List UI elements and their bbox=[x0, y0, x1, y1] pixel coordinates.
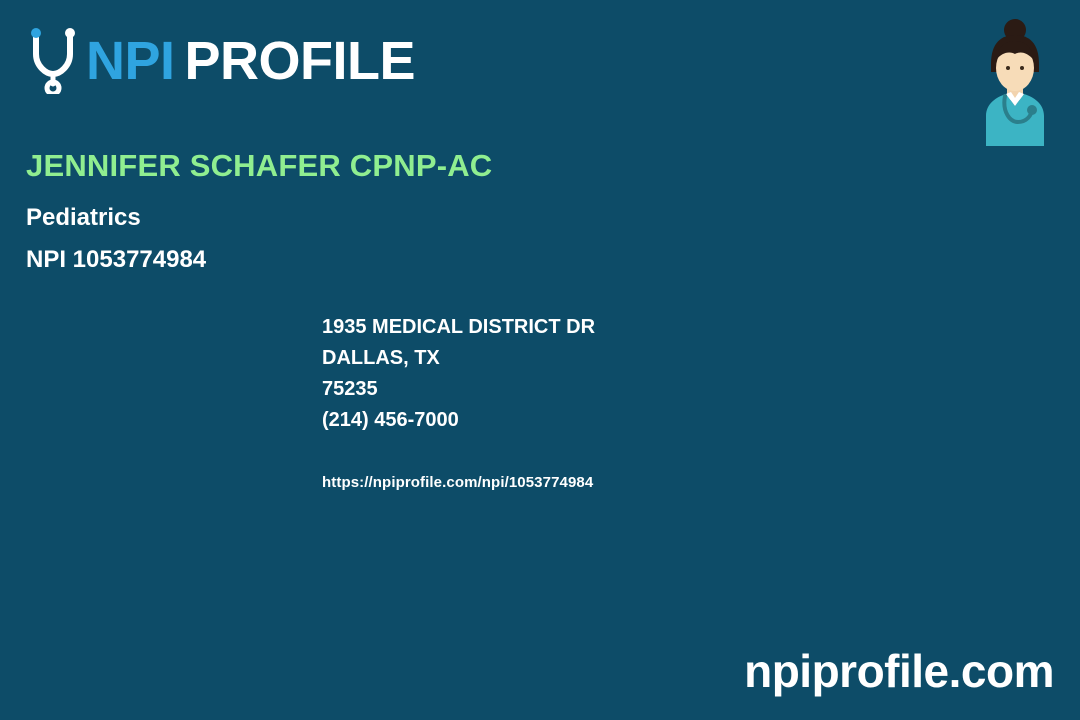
brand-name-secondary: PROFILE bbox=[184, 31, 416, 91]
address-phone: (214) 456-7000 bbox=[322, 409, 459, 431]
provider-address-block bbox=[322, 312, 595, 436]
footer-site-name: npiprofile.com bbox=[744, 645, 1054, 697]
address-city-state: DALLAS, TX bbox=[322, 347, 440, 369]
provider-npi-number: NPI 1053774984 bbox=[26, 246, 207, 273]
site-header bbox=[26, 28, 415, 94]
provider-specialty: Pediatrics bbox=[26, 204, 141, 231]
address-zip: 75235 bbox=[322, 378, 378, 400]
female-doctor-avatar-icon bbox=[972, 18, 1058, 146]
profile-url-link[interactable]: https://npiprofile.com/npi/1053774984 bbox=[322, 474, 594, 491]
address-street: 1935 MEDICAL DISTRICT DR bbox=[322, 316, 596, 338]
brand-wordmark bbox=[86, 31, 416, 91]
stethoscope-icon bbox=[26, 28, 80, 94]
provider-name: JENNIFER SCHAFER CPNP-AC bbox=[26, 148, 493, 183]
brand-name-primary: NPI bbox=[86, 31, 175, 91]
